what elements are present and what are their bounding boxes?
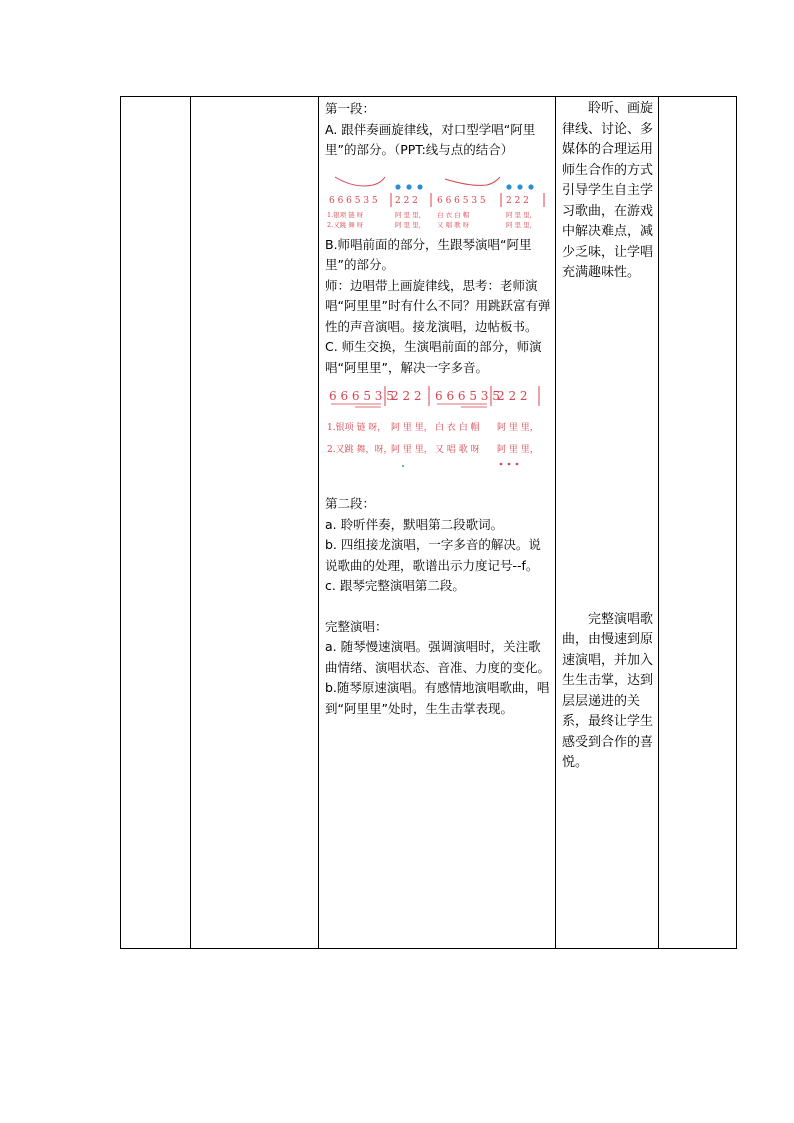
notation-notes: 2 2 2 bbox=[506, 195, 529, 206]
notation-excerpt-2 bbox=[325, 384, 549, 470]
notation-notes: 6 6 6 5 3 5 bbox=[329, 389, 394, 403]
lyric: 阿 里 里， bbox=[391, 423, 433, 433]
step-a2: a. 聆听伴奏，默唱第二段歌词。 bbox=[325, 516, 504, 532]
lyric: 阿 里 里， bbox=[497, 445, 539, 455]
design-note-1: 聆听、画旋律线、讨论、多媒体的合理运用师生合作的方式引导学生自主学习歌曲，在游戏中解决难点，减少乏味，让学唱充满趣味性。 bbox=[562, 101, 654, 280]
lyric: 阿 里 里， bbox=[395, 210, 426, 219]
lyric: 2.又跳 舞，呀， bbox=[327, 445, 393, 455]
lesson-table bbox=[120, 96, 737, 949]
lyric: 1.银项 链 呀 bbox=[327, 210, 364, 219]
melody-dot bbox=[517, 184, 522, 189]
section1-title: 第一段： bbox=[325, 101, 376, 116]
lyric: 白 衣 白 帽 bbox=[437, 210, 470, 219]
teacher-note: 师：边唱带上画旋律线，思考：老师演唱“阿里里”时有什么不同？用跳跃富有弹性的声音演唱。接龙演唱，边帖板书。 bbox=[325, 277, 551, 334]
melody-dot bbox=[395, 184, 400, 189]
lyric: 2.又跳 舞 呀 bbox=[327, 220, 364, 229]
lyric: 阿 里 里， bbox=[391, 445, 433, 455]
lyric: 阿 里 里， bbox=[506, 220, 537, 229]
melody-dot bbox=[528, 184, 533, 189]
design-note-2: 完整演唱歌曲，由慢速到原速演唱，并加入生生击掌，达到层层递进的关系，最终让学生感受到合作的喜悦。 bbox=[562, 611, 654, 770]
melody-dot bbox=[506, 184, 511, 189]
notation-notes: 6 6 6 5 3 5 bbox=[437, 195, 486, 206]
melody-dot bbox=[406, 184, 411, 189]
melody-dot bbox=[508, 463, 511, 466]
lyric: 白 衣 白 帽 bbox=[435, 423, 480, 433]
step-a: A. 跟伴奏画旋律线，对口型学唱“阿里里”的部分。（PPT:线与点的结合） bbox=[325, 121, 536, 157]
lyric: 1.银项 链 呀， bbox=[327, 423, 387, 433]
notation-excerpt-1 bbox=[325, 167, 549, 231]
full-step-b: b.随琴原速演唱。有感情地演唱歌曲，唱到“阿里里”处时，生生击掌表现。 bbox=[325, 680, 550, 716]
column-divider bbox=[190, 97, 191, 948]
lyric: 阿 里 里， bbox=[506, 210, 537, 219]
notation-notes: 6 6 6 5 3 5 bbox=[329, 195, 378, 206]
design-intent-cell bbox=[556, 97, 657, 948]
melody-line bbox=[335, 177, 385, 186]
notation-notes: 2 2 2 bbox=[395, 195, 418, 206]
notation-notes: 2 2 2 bbox=[497, 389, 528, 403]
notation-notes: 2 2 2 bbox=[391, 389, 422, 403]
lyric: 又 唱 歌 呀 bbox=[435, 445, 480, 455]
full-performance-title: 完整演唱： bbox=[325, 618, 388, 634]
column-divider bbox=[658, 97, 659, 948]
notation-notes: 6 6 6 5 3 5 bbox=[435, 389, 500, 403]
lyric: 阿 里 里， bbox=[395, 220, 426, 229]
lyric: 又 唱 歌 呀 bbox=[437, 220, 470, 229]
melody-dot bbox=[516, 463, 519, 466]
step-c: C. 师生交换，生演唱前面的部分，师演唱“阿里里”，解决一字多音。 bbox=[325, 339, 542, 375]
full-step-a: a. 随琴慢速演唱。强调演唱时，关注歌曲情绪、演唱状态、音准、力度的变化。 bbox=[325, 639, 551, 675]
melody-dot bbox=[500, 463, 503, 466]
teaching-process-cell bbox=[319, 97, 555, 948]
melody-line bbox=[445, 177, 500, 185]
melody-dot bbox=[417, 184, 422, 189]
lyric: 阿 里 里， bbox=[497, 423, 539, 433]
melody-dot bbox=[402, 465, 404, 467]
step-b2: b. 四组接龙演唱，一字多音的解决。说说歌曲的处理，歌谱出示力度记号--f。 bbox=[325, 537, 541, 573]
section2-title: 第二段： bbox=[325, 496, 376, 511]
step-b: B.师唱前面的部分，生跟琴演唱“阿里里”的部分。 bbox=[325, 236, 532, 272]
step-c2: c. 跟琴完整演唱第二段。 bbox=[325, 578, 465, 593]
